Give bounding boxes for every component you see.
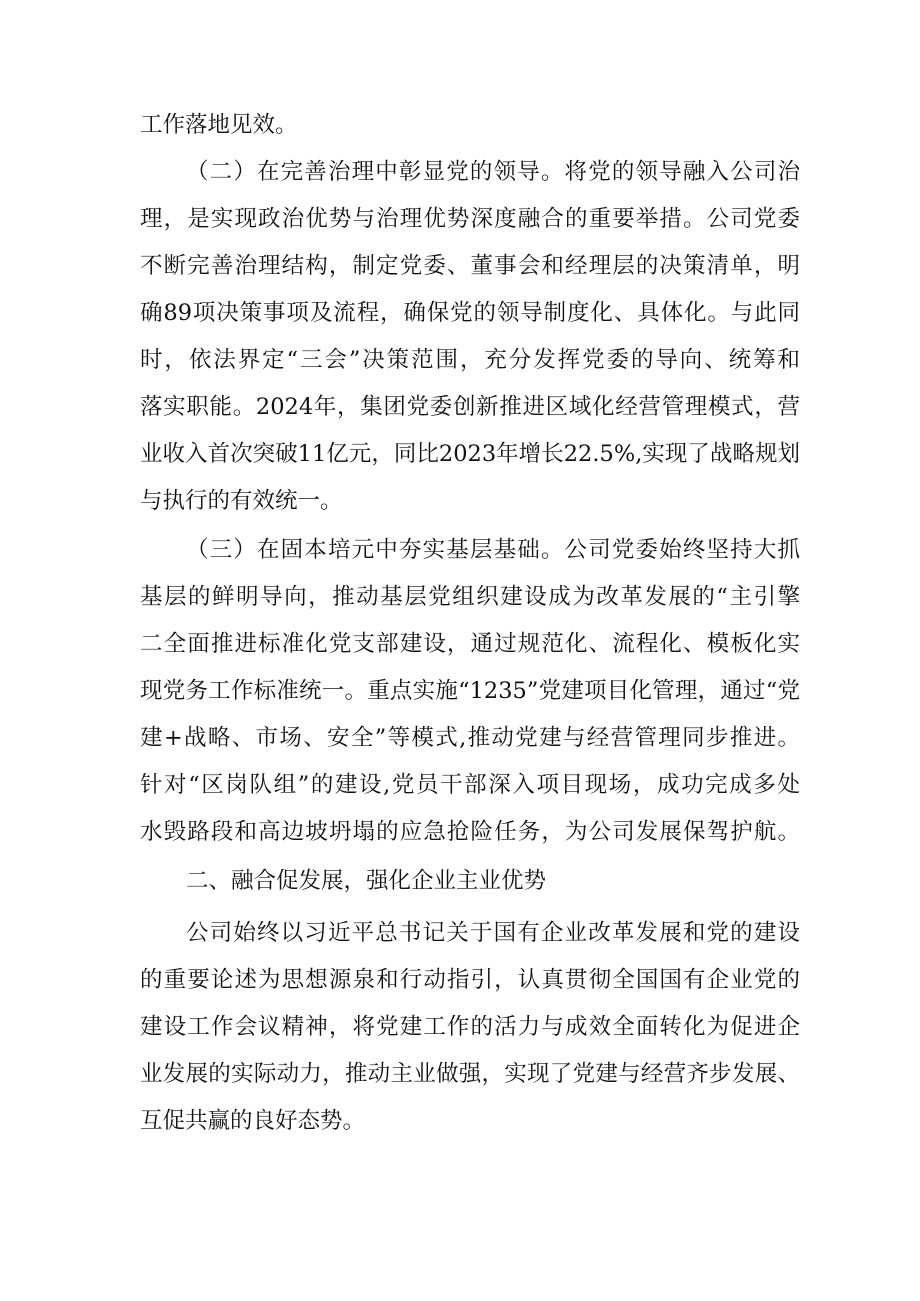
paragraph-line: 基层的鲜明导向，推动基层党组织建设成为改革发展的“主引擎 [140, 584, 800, 610]
paragraph-line: 确89项决策事项及流程，确保党的领导制度化、具体化。与此同 [140, 300, 800, 326]
paragraph-line: 落实职能。2024年，集团党委创新推进区域化经营管理模式，营 [140, 394, 800, 420]
section-heading-line: （二）在完善治理中彰显党的领导。将党的领导融入公司治 [186, 159, 800, 185]
paragraph-line: 时，依法界定“三会”决策范围，充分发挥党委的导向、统筹和 [140, 347, 800, 373]
paragraph-line: 与执行的有效统一。 [140, 488, 343, 514]
paragraph-line: 业发展的实际动力，推动主业做强，实现了党建与经营齐步发展、 [140, 1061, 800, 1087]
paragraph-line: 业收入首次突破11亿元，同比2023年增长22.5%,实现了战略规划 [140, 441, 800, 467]
paragraph-line: 公司始终以习近平总书记关于国有企业改革发展和党的建设 [186, 920, 800, 946]
section-title: 二、融合促发展，强化企业主业优势 [186, 868, 547, 894]
section-heading-line: （三）在固本培元中夯实基层基础。公司党委始终坚持大抓 [186, 537, 800, 563]
paragraph-line: 针对“区岗队组”的建设,党员干部深入项目现场，成功完成多处 [140, 772, 800, 798]
paragraph-line: 理，是实现政治优势与治理优势深度融合的重要举措。公司党委 [140, 206, 800, 232]
paragraph-line: 二全面推进标准化党支部建设，通过规范化、流程化、模板化实 [140, 631, 800, 657]
paragraph-line: 现党务工作标准统一。重点实施“1235”党建项目化管理，通过“党 [140, 678, 800, 704]
paragraph-line: 不断完善治理结构，制定党委、董事会和经理层的决策清单，明 [140, 253, 800, 279]
paragraph-line: 水毁路段和高边坡坍塌的应急抢险任务，为公司发展保驾护航。 [140, 819, 800, 845]
paragraph-line: 的重要论述为思想源泉和行动指引，认真贯彻全国国有企业党的 [140, 967, 800, 993]
paragraph-line: 工作落地见效。 [140, 112, 298, 138]
paragraph-line: 建设工作会议精神，将党建工作的活力与成效全面转化为促进企 [140, 1014, 800, 1040]
paragraph-line: 建+战略、市场、安全”等模式,推动党建与经营管理同步推进。 [140, 725, 800, 751]
paragraph-line: 互促共赢的良好态势。 [140, 1108, 366, 1134]
